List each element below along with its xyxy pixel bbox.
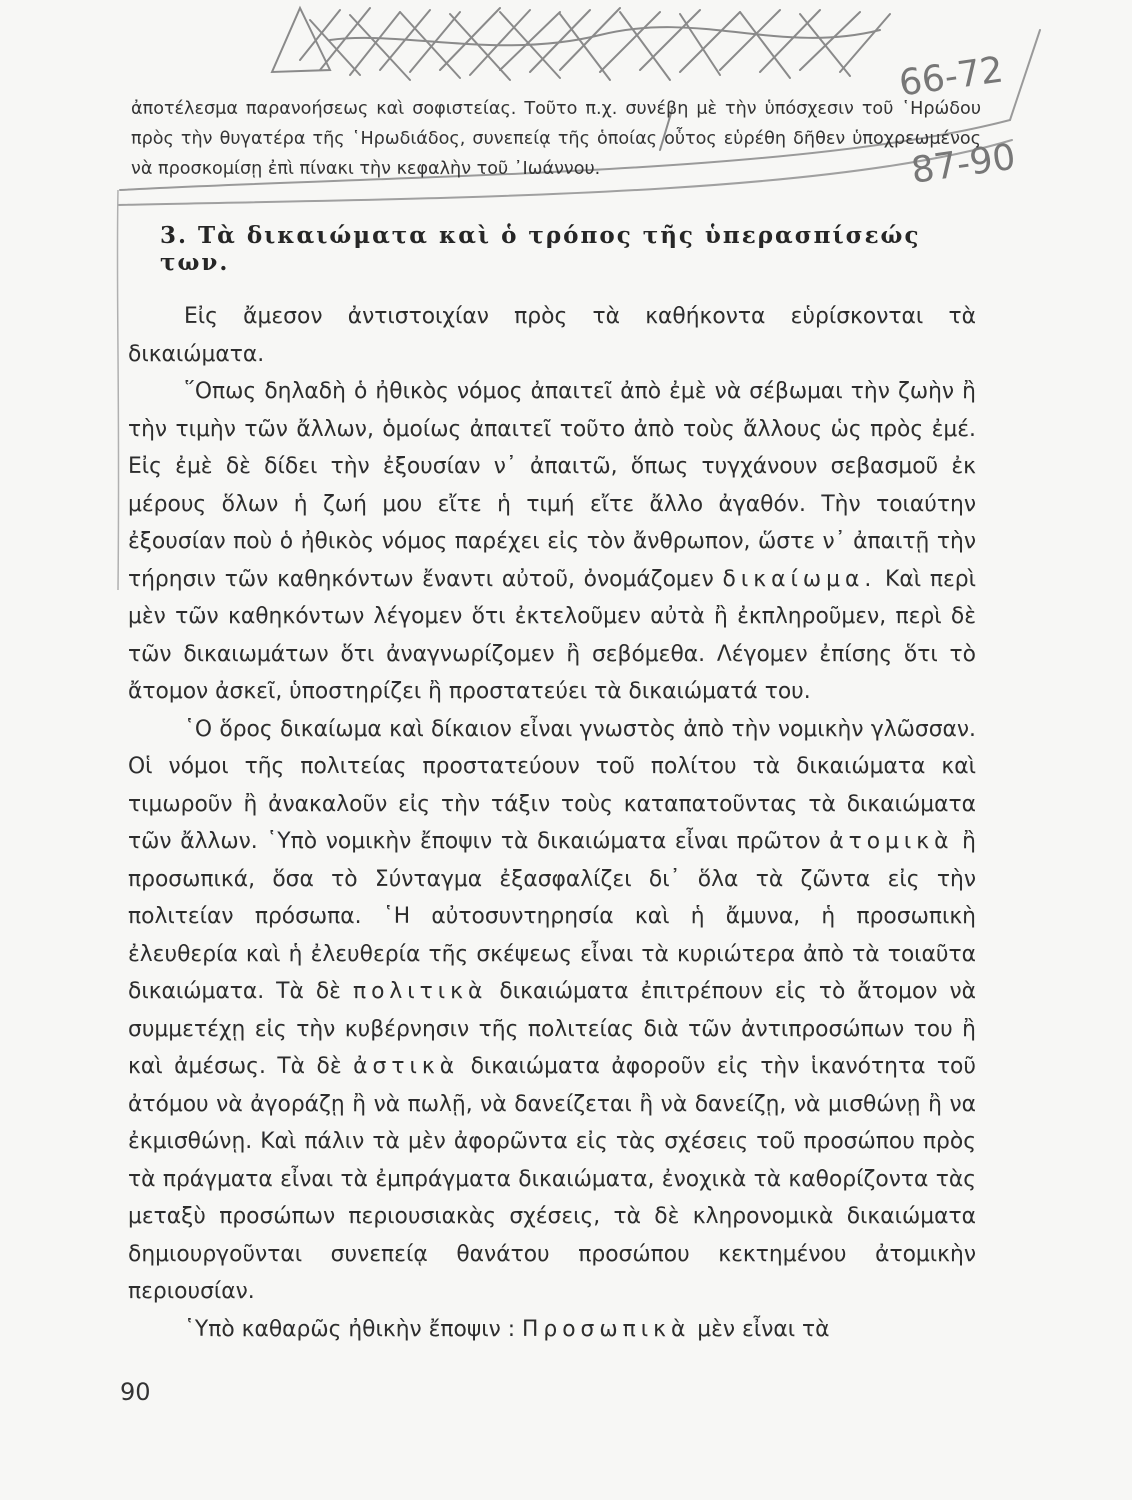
text-run: ῾Ο ὅρος δικαίωμα καὶ δίκαιον εἶναι γνωστὸς ἀπὸ τὴν νομικὴν γλῶσσαν. Οἱ νόμοι τῆς πολιτείας προστατεύουν τοῦ πολίτου τὰ δικαιώματα καὶ τιμωροῦν ἢ ἀνακαλοῦν εἰς τὴν τάξιν τοὺς καταπατοῦντας τὰ δικαιώματα τῶν ἄλλων. ῾Υπὸ νομικὴν ἔποψιν τὰ δικαιώματα εἶναι πρῶτον — [128, 716, 976, 854]
spaced-term: Προσωπικὰ — [522, 1316, 691, 1342]
paragraph-1: Εἰς ἄμεσον ἀντιστοιχίαν πρὸς τὰ καθήκοντα εὑρίσκονται τὰ δικαιώματα. — [128, 304, 976, 367]
text-run: δικαιώματα ἀφοροῦν εἰς τὴν ἱκανότητα τοῦ ἀτόμου νὰ ἀγοράζῃ ἢ νὰ πωλῇ, νὰ δανείζεται ἢ νὰ δανείζῃ, νὰ μισθώνῃ ἢ να ἐκμισθώνῃ. Καὶ πάλιν τὰ μὲν ἀφορῶντα εἰς τὰς σχέσεις τοῦ προσώπου πρὸς τὰ πράγματα εἶναι τὰ ἐμπράγματα δικαιώματα, ἐνοχικὰ τὰ καθορίζοντα τὰς μεταξὺ προσώπων περιουσιακὰς σχέσεις, τὰ δὲ κληρονομικὰ δικαιώματα δημιουργοῦνται συνεπείᾳ θανάτου προσώπου κεκτημένου ἀτομικὴν περιουσίαν. — [128, 1054, 977, 1304]
spaced-term: πολιτικὰ — [352, 979, 488, 1004]
section-heading: 3. Τὰ δικαιώματα καὶ ὁ τρόπος τῆς ὑπερασπίσεώς των. — [160, 222, 921, 276]
text-run: δικαιώματα ἐπιτρέπουν εἰς τὸ ἄτομον νὰ συμμετέχῃ εἰς τὴν κυβέρνησιν τῆς πολιτείας διὰ τῶν ἀντιπροσώπων του ἢ καὶ ἀμέσως. Τὰ δὲ — [128, 979, 976, 1079]
body-text — [128, 298, 976, 1348]
paragraph-4 — [128, 1311, 976, 1349]
handwritten-note-line: 66-72 — [896, 49, 1006, 105]
paragraph-3 — [128, 711, 976, 1311]
text-run: μὲν εἶναι τὰ — [697, 1316, 830, 1342]
text-run: ῾Υπὸ καθαρῶς ἠθικὴν ἔποψιν : — [184, 1316, 516, 1342]
spaced-term: ἀστικὰ — [353, 1054, 460, 1079]
pencil-margin-line — [112, 190, 124, 590]
text-run: ῞Οπως δηλαδὴ ὁ ἠθικὸς νόμος ἀπαιτεῖ ἀπὸ ἐμὲ νὰ σέβωμαι τὴν ζωὴν ἢ τὴν τιμὴν τῶν ἄλλων, ὁμοίως ἀπαιτεῖ τοῦτο ἀπὸ τοὺς ἄλλους ὡς πρὸς ἐμέ. Εἰς ἐμὲ δὲ δίδει τὴν ἐξουσίαν ν᾿ ἀπαιτῶ, ὅπως τυγχάνουν σεβασμοῦ ἐκ μέρους ὅλων ἡ ζωή μου εἴτε ἡ τιμή εἴτε ἄλλο ἀγαθόν. Τὴν τοιαύτην ἐξουσίαν ποὺ ὁ ἠθικὸς νόμος παρέχει εἰς τὸν ἄνθρωπον, ὥστε ν᾿ ἀπαιτῇ τὴν τήρησιν τῶν καθηκόντων ἔναντι αὐτοῦ, ὀνομάζομεν — [128, 379, 976, 592]
spaced-term: ἀτομικὰ — [829, 829, 954, 854]
text-run: ἢ προσωπικά, ὅσα τὸ Σύνταγμα ἐξασφαλίζει δι᾿ ὅλα τὰ ζῶντα εἰς τὴν πολιτείαν πρόσωπα. ῾Η αὐτοσυντηρησία καὶ ἡ ἄμυνα, ἡ προσωπικὴ ἐλευθερία καὶ ἡ ἐλευθερία τῆς σκέψεως εἶναι τὰ κυριώτερα ἀπὸ τὰ τοιαῦτα δικαιώματα. Τὰ δὲ — [128, 829, 976, 1004]
handwritten-note-line: 87-90 — [908, 136, 1019, 192]
paragraph-2 — [128, 373, 976, 711]
continued-paragraph: ἀποτέλεσμα παρανοήσεως καὶ σοφιστείας. Τοῦτο π.χ. συνέβη μὲ τὴν ὑπόσχεσιν τοῦ ῾Ηρώδου πρὸς τὴν θυγατέρα τῆς ῾Ηρωδιάδος, συνεπείᾳ τῆς ὁποίας οὗτος εὑρέθη δῆθεν ὑποχρεωμένος νὰ προσκομίσῃ ἐπὶ πίνακι τὴν κεφαλὴν τοῦ ᾿Ιωάννου. — [131, 99, 981, 179]
page-number: 90 — [120, 1378, 151, 1406]
spaced-term: δικαίωμα. — [722, 566, 877, 592]
text-run: Καὶ περὶ μὲν τῶν καθηκόντων λέγομεν ὅτι ἐκτελοῦμεν αὐτὰ ἢ ἐκπληροῦμεν, περὶ δὲ τῶν δικαιωμάτων ὅτι ἀναγνωρίζομεν ἢ σεβόμεθα. Λέγομεν ἐπίσης ὅτι τὸ ἄτομον ἀσκεῖ, ὑποστηρίζει ἢ προστατεύει τὰ δικαιώματά του. — [128, 566, 976, 704]
